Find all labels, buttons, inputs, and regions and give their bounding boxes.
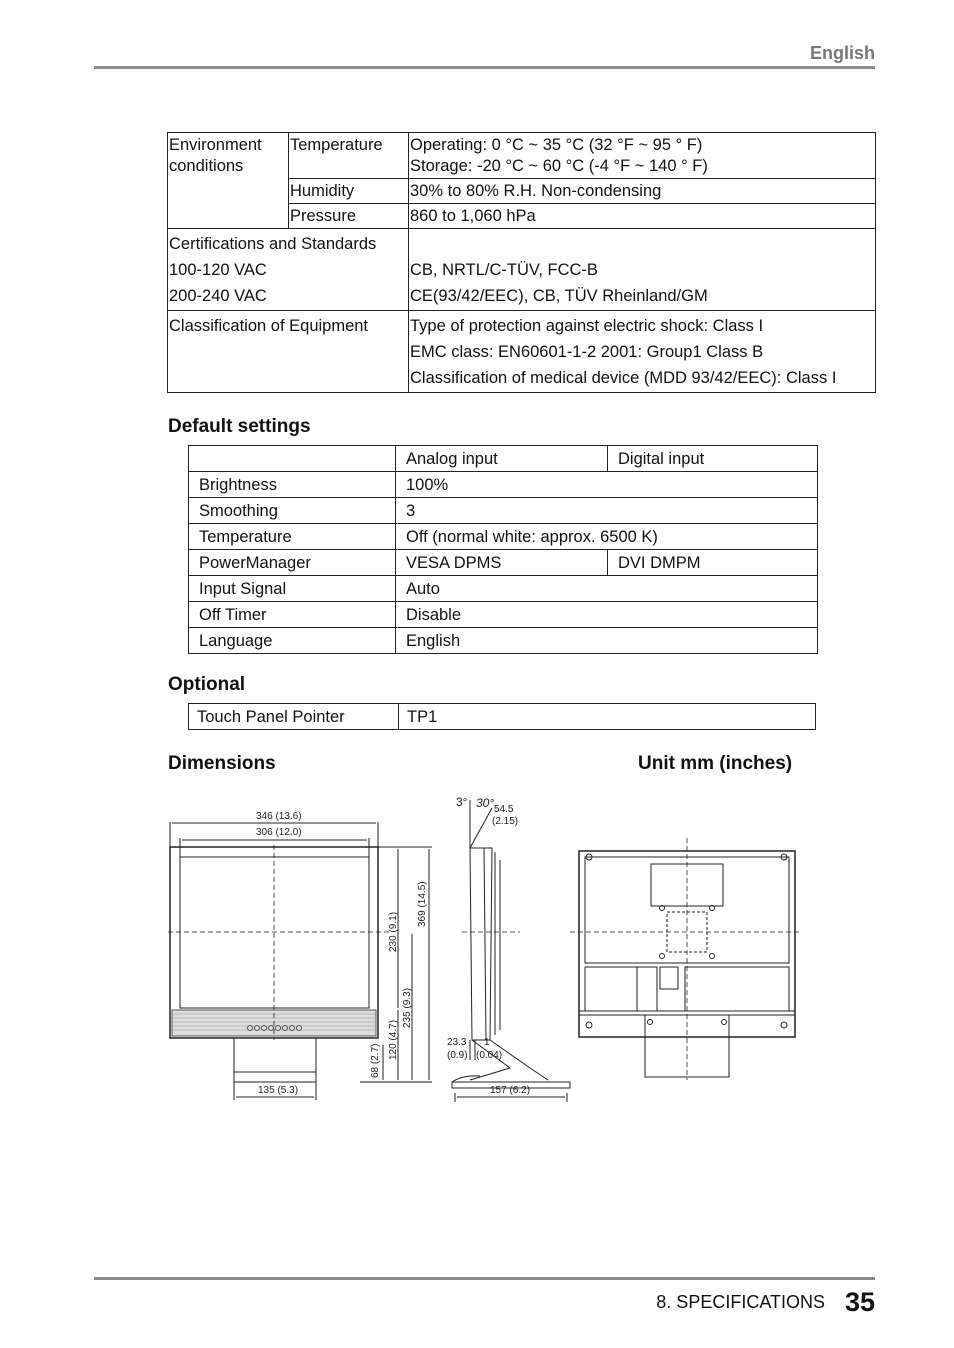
dim-height-68: 68 (2.7) [370, 1043, 381, 1078]
dim-small-in: (0.04) [476, 1050, 503, 1061]
temperature-label: Temperature [289, 133, 409, 179]
optional-heading: Optional [168, 674, 246, 695]
table-row: PowerManager VESA DPMS DVI DMPM [189, 550, 818, 576]
cert-row2-label: 200-240 VAC [169, 287, 267, 306]
optional-label: Touch Panel Pointer [189, 704, 399, 730]
side-view [452, 800, 570, 1102]
dim-base-width: 135 (5.3) [258, 1085, 299, 1096]
dimensions-heading: Dimensions [168, 753, 276, 774]
dim-base-depth: 157 (6.2) [490, 1085, 531, 1096]
dim-gap: 23.3 [447, 1037, 467, 1048]
dim-height-235: 235 (9.3) [402, 987, 413, 1028]
col-analog: Analog input [396, 446, 608, 472]
temperature-operating: Operating: 0 °C ~ 35 °C (32 °F ~ 95 ° F) [410, 136, 703, 154]
class-line3: Classification of medical device (MDD 93/42/EEC): Class I [410, 369, 837, 388]
class-label: Classification of Equipment [168, 311, 409, 393]
dim-gap-in: (0.9) [447, 1050, 468, 1061]
table-row: Smoothing 3 [189, 498, 818, 524]
col-digital: Digital input [608, 446, 818, 472]
header-language: English [809, 43, 875, 63]
env-label: Environment conditions [168, 133, 289, 229]
table-row: Language English [189, 628, 818, 654]
dim-depth-top-in: (2.15) [492, 816, 519, 827]
cert-row1-label: 100-120 VAC [169, 261, 267, 280]
page-number: 35 [844, 1287, 875, 1317]
dim-height-center: 230 (9.1) [388, 911, 399, 952]
footer-rule [94, 1277, 875, 1280]
humidity-value: 30% to 80% R.H. Non-condensing [409, 179, 876, 204]
footer-section: 8. SPECIFICATIONS [656, 1292, 825, 1312]
class-line2: EMC class: EN60601-1-2 2001: Group1 Class B [410, 343, 764, 362]
humidity-label: Humidity [289, 179, 409, 204]
table-row: Input Signal Auto [189, 576, 818, 602]
cert-row2-value: CE(93/42/EEC), CB, TÜV Rheinland/GM [410, 287, 708, 306]
rear-view [570, 838, 802, 1080]
dim-height-120: 120 (4.7) [388, 1019, 399, 1060]
pressure-value: 860 to 1,060 hPa [409, 204, 876, 229]
dim-width-inner: 306 (12.0) [256, 827, 302, 838]
dim-tilt-forward: 3° [456, 795, 468, 809]
unit-label: Unit mm (inches) [638, 753, 793, 774]
dim-depth-top: 54.5 [494, 804, 514, 815]
cert-title: Certifications and Standards [169, 235, 377, 254]
dim-height-total: 369 (14.5) [417, 881, 428, 927]
cert-row1-value: CB, NRTL/C-TÜV, FCC-B [410, 261, 598, 280]
dim-tilt-back: 30° [476, 796, 495, 810]
dim-width-outer: 346 (13.6) [256, 811, 302, 822]
temperature-storage: Storage: -20 °C ~ 60 °C (-4 °F ~ 140 ° F) [410, 157, 708, 176]
dim-small: 1 [484, 1037, 490, 1048]
table-row: Temperature Off (normal white: approx. 6500 K) [189, 524, 818, 550]
optional-value: TP1 [399, 704, 816, 730]
table-row: Brightness 100% [189, 472, 818, 498]
default-settings-heading: Default settings [168, 416, 311, 437]
table-row: Off Timer Disable [189, 602, 818, 628]
class-line1: Type of protection against electric shock: Class I [410, 317, 764, 336]
pressure-label: Pressure [289, 204, 409, 229]
